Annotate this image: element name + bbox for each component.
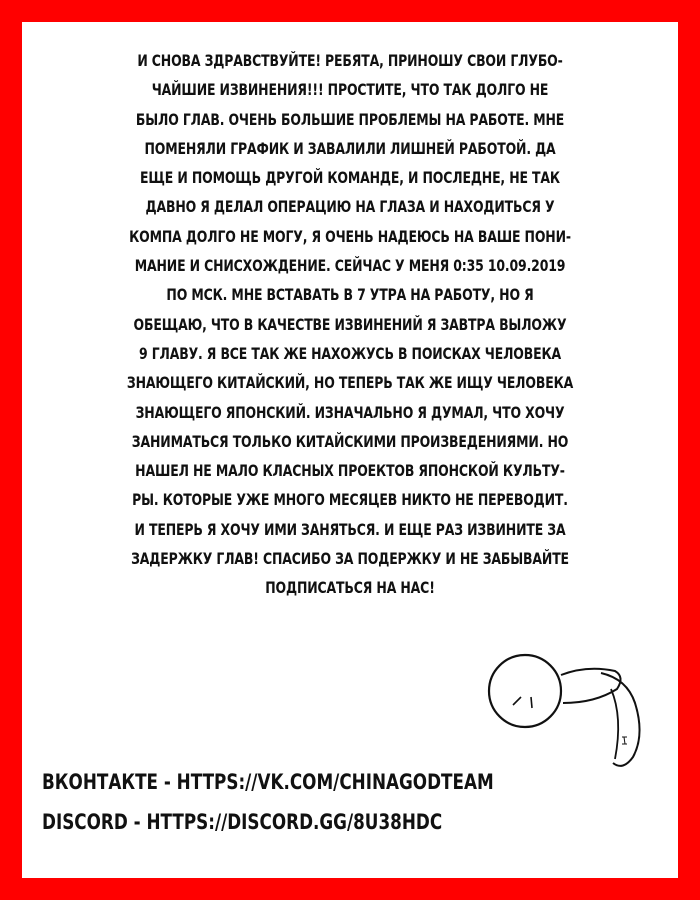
message-line: 9 ГЛАВУ. Я ВСЕ ТАК ЖЕ НАХОЖУСЬ В ПОИСКАХ ЧЕЛОВЕКА [138, 343, 562, 363]
message-line: ЗАНИМАТЬСЯ ТОЛЬКО КИТАЙСКИМИ ПРОИЗВЕДЕНИЯМИ. НО [131, 431, 569, 451]
content-panel [22, 22, 678, 878]
message-line: ПО МСК. МНЕ ВСТАВАТЬ В 7 УТРА НА РАБОТУ, НО Я [166, 285, 534, 305]
discord-link[interactable]: DISCORD - HTTPS://DISCORD.GG/8U38HDC [42, 810, 443, 834]
message-line: МАНИЕ И СНИСХОЖДЕНИЕ. СЕЙЧАС У МЕНЯ 0:35 10.09.2019 [134, 256, 566, 276]
message-line: КОМПА ДОЛГО НЕ МОГУ, Я ОЧЕНЬ НАДЕЮСЬ НА ВАШЕ ПОНИ- [129, 226, 571, 246]
message-line: ДАВНО Я ДЕЛАЛ ОПЕРАЦИЮ НА ГЛАЗА И НАХОДИТЬСЯ У [145, 197, 555, 217]
message-line: ПОМЕНЯЛИ ГРАФИК И ЗАВАЛИЛИ ЛИШНЕЙ РАБОТОЙ. ДА [144, 138, 556, 158]
doodle-head [489, 655, 561, 727]
message-line: ЗНАЮЩЕГО КИТАЙСКИЙ, НО ТЕПЕРЬ ТАК ЖЕ ИЩУ ЧЕЛОВЕКА [126, 373, 574, 393]
vk-link[interactable]: ВКОНТАКТЕ - HTTPS://VK.COM/CHINAGODTEAM [42, 770, 494, 794]
bowing-stick-figure-doodle [477, 607, 657, 777]
social-links [42, 762, 494, 842]
message-line: И ТЕПЕРЬ Я ХОЧУ ИМИ ЗАНЯТЬСЯ. И ЕЩЕ РАЗ ИЗВИНИТЕ ЗА [134, 519, 566, 539]
message-line: ОБЕЩАЮ, ЧТО В КАЧЕСТВЕ ИЗВИНЕНИЙ Я ЗАВТРА ВЫЛОЖУ [133, 314, 567, 334]
message-line: ЧАЙШИЕ ИЗВИНЕНИЯ!!! ПРОСТИТЕ, ЧТО ТАК ДОЛГО НЕ [151, 80, 549, 100]
message-line: ЗАДЕРЖКУ ГЛАВ! СПАСИБО ЗА ПОДЕРЖКУ И НЕ ЗАБЫВАЙТЕ [131, 549, 569, 569]
message-line: РЫ. КОТОРЫЕ УЖЕ МНОГО МЕСЯЦЕВ НИКТО НЕ ПЕРЕВОДИТ. [132, 490, 568, 510]
message-line: БЫЛО ГЛАВ. ОЧЕНЬ БОЛЬШИЕ ПРОБЛЕМЫ НА РАБОТЕ. МНЕ [135, 109, 565, 129]
message-line: ЗНАЮЩЕГО ЯПОНСКИЙ. ИЗНАЧАЛЬНО Я ДУМАЛ, ЧТО ХОЧУ [135, 402, 565, 422]
message-line: ПОДПИСАТЬСЯ НА НАС! [265, 578, 435, 598]
apology-message [102, 46, 598, 603]
message-line: И СНОВА ЗДРАВСТВУЙТЕ! РЕБЯТА, ПРИНОШУ СВОИ ГЛУБО- [137, 51, 563, 70]
message-line: ЕЩЕ И ПОМОЩЬ ДРУГОЙ КОМАНДЕ, И ПОСЛЕДНЕ, НЕ ТАК [140, 168, 560, 188]
message-line: НАШЕЛ НЕ МАЛО КЛАСНЫХ ПРОЕКТОВ ЯПОНСКОЙ КУЛЬТУ- [135, 461, 565, 481]
